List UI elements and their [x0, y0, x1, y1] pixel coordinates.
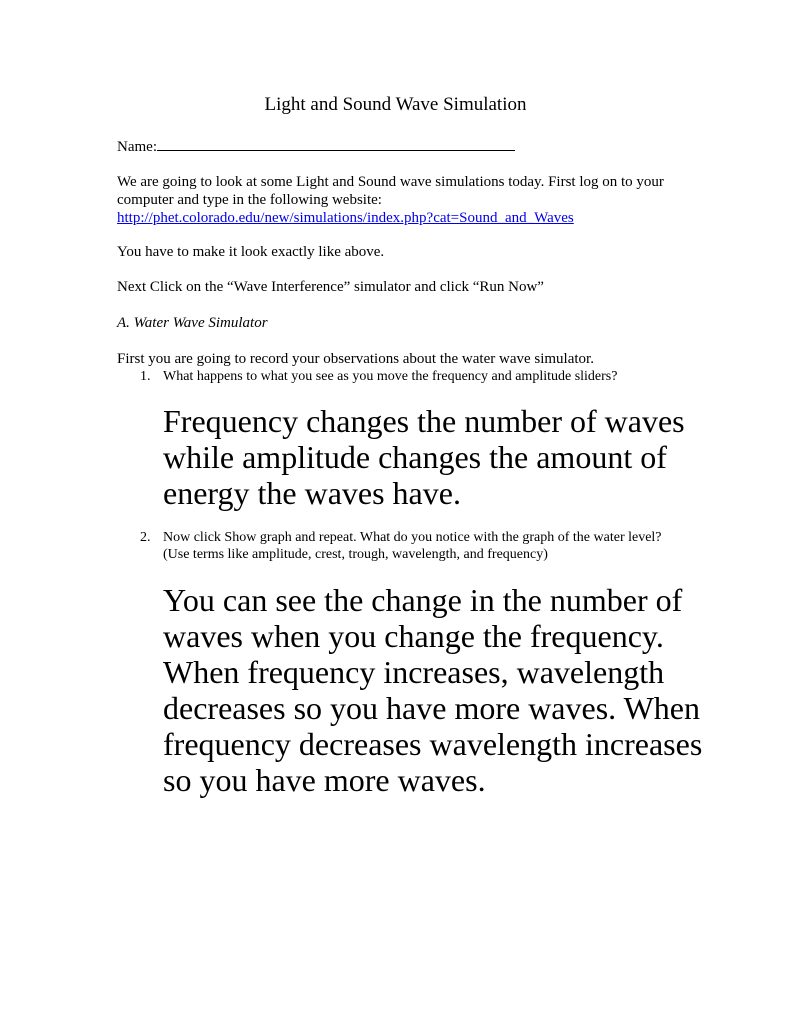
name-label: Name: — [117, 139, 157, 155]
name-blank-line[interactable] — [157, 136, 515, 151]
section-a-heading: A. Water Wave Simulator — [117, 315, 268, 331]
intro-text: We are going to look at some Light and Sound wave simulations today. First log on to your computer and type in the following website: — [117, 174, 664, 208]
simulations-link[interactable]: http://phet.colorado.edu/new/simulations/index.php?cat=Sound_and_Waves — [117, 210, 574, 226]
question-1-text: What happens to what you see as you move the frequency and amplitude sliders? — [163, 369, 618, 384]
answer-2: You can see the change in the number of waves when you change the frequency. When frequency increases, wavelength decreases so you have more waves. When frequency decreases wavelength increases so you have more waves. — [163, 582, 703, 798]
observations-text: First you are going to record your observations about the water wave simulator. — [117, 351, 594, 367]
next-click-text: Next Click on the “Wave Interference” simulator and click “Run Now” — [117, 279, 544, 295]
intro-paragraph — [117, 173, 677, 227]
question-2 — [140, 529, 680, 563]
question-2-text: Now click Show graph and repeat. What do you notice with the graph of the water level? (Use terms like amplitude, crest, trough, wavelength, and frequency) — [163, 530, 662, 562]
name-field-line — [117, 136, 515, 156]
document-title: Light and Sound Wave Simulation — [264, 94, 527, 115]
question-1 — [140, 368, 680, 385]
question-1-number: 1. — [140, 369, 151, 384]
answer-1: Frequency changes the number of waves while amplitude changes the amount of energy the waves have. — [163, 403, 685, 511]
question-2-number: 2. — [140, 530, 151, 545]
make-look-text: You have to make it look exactly like above. — [117, 244, 385, 260]
